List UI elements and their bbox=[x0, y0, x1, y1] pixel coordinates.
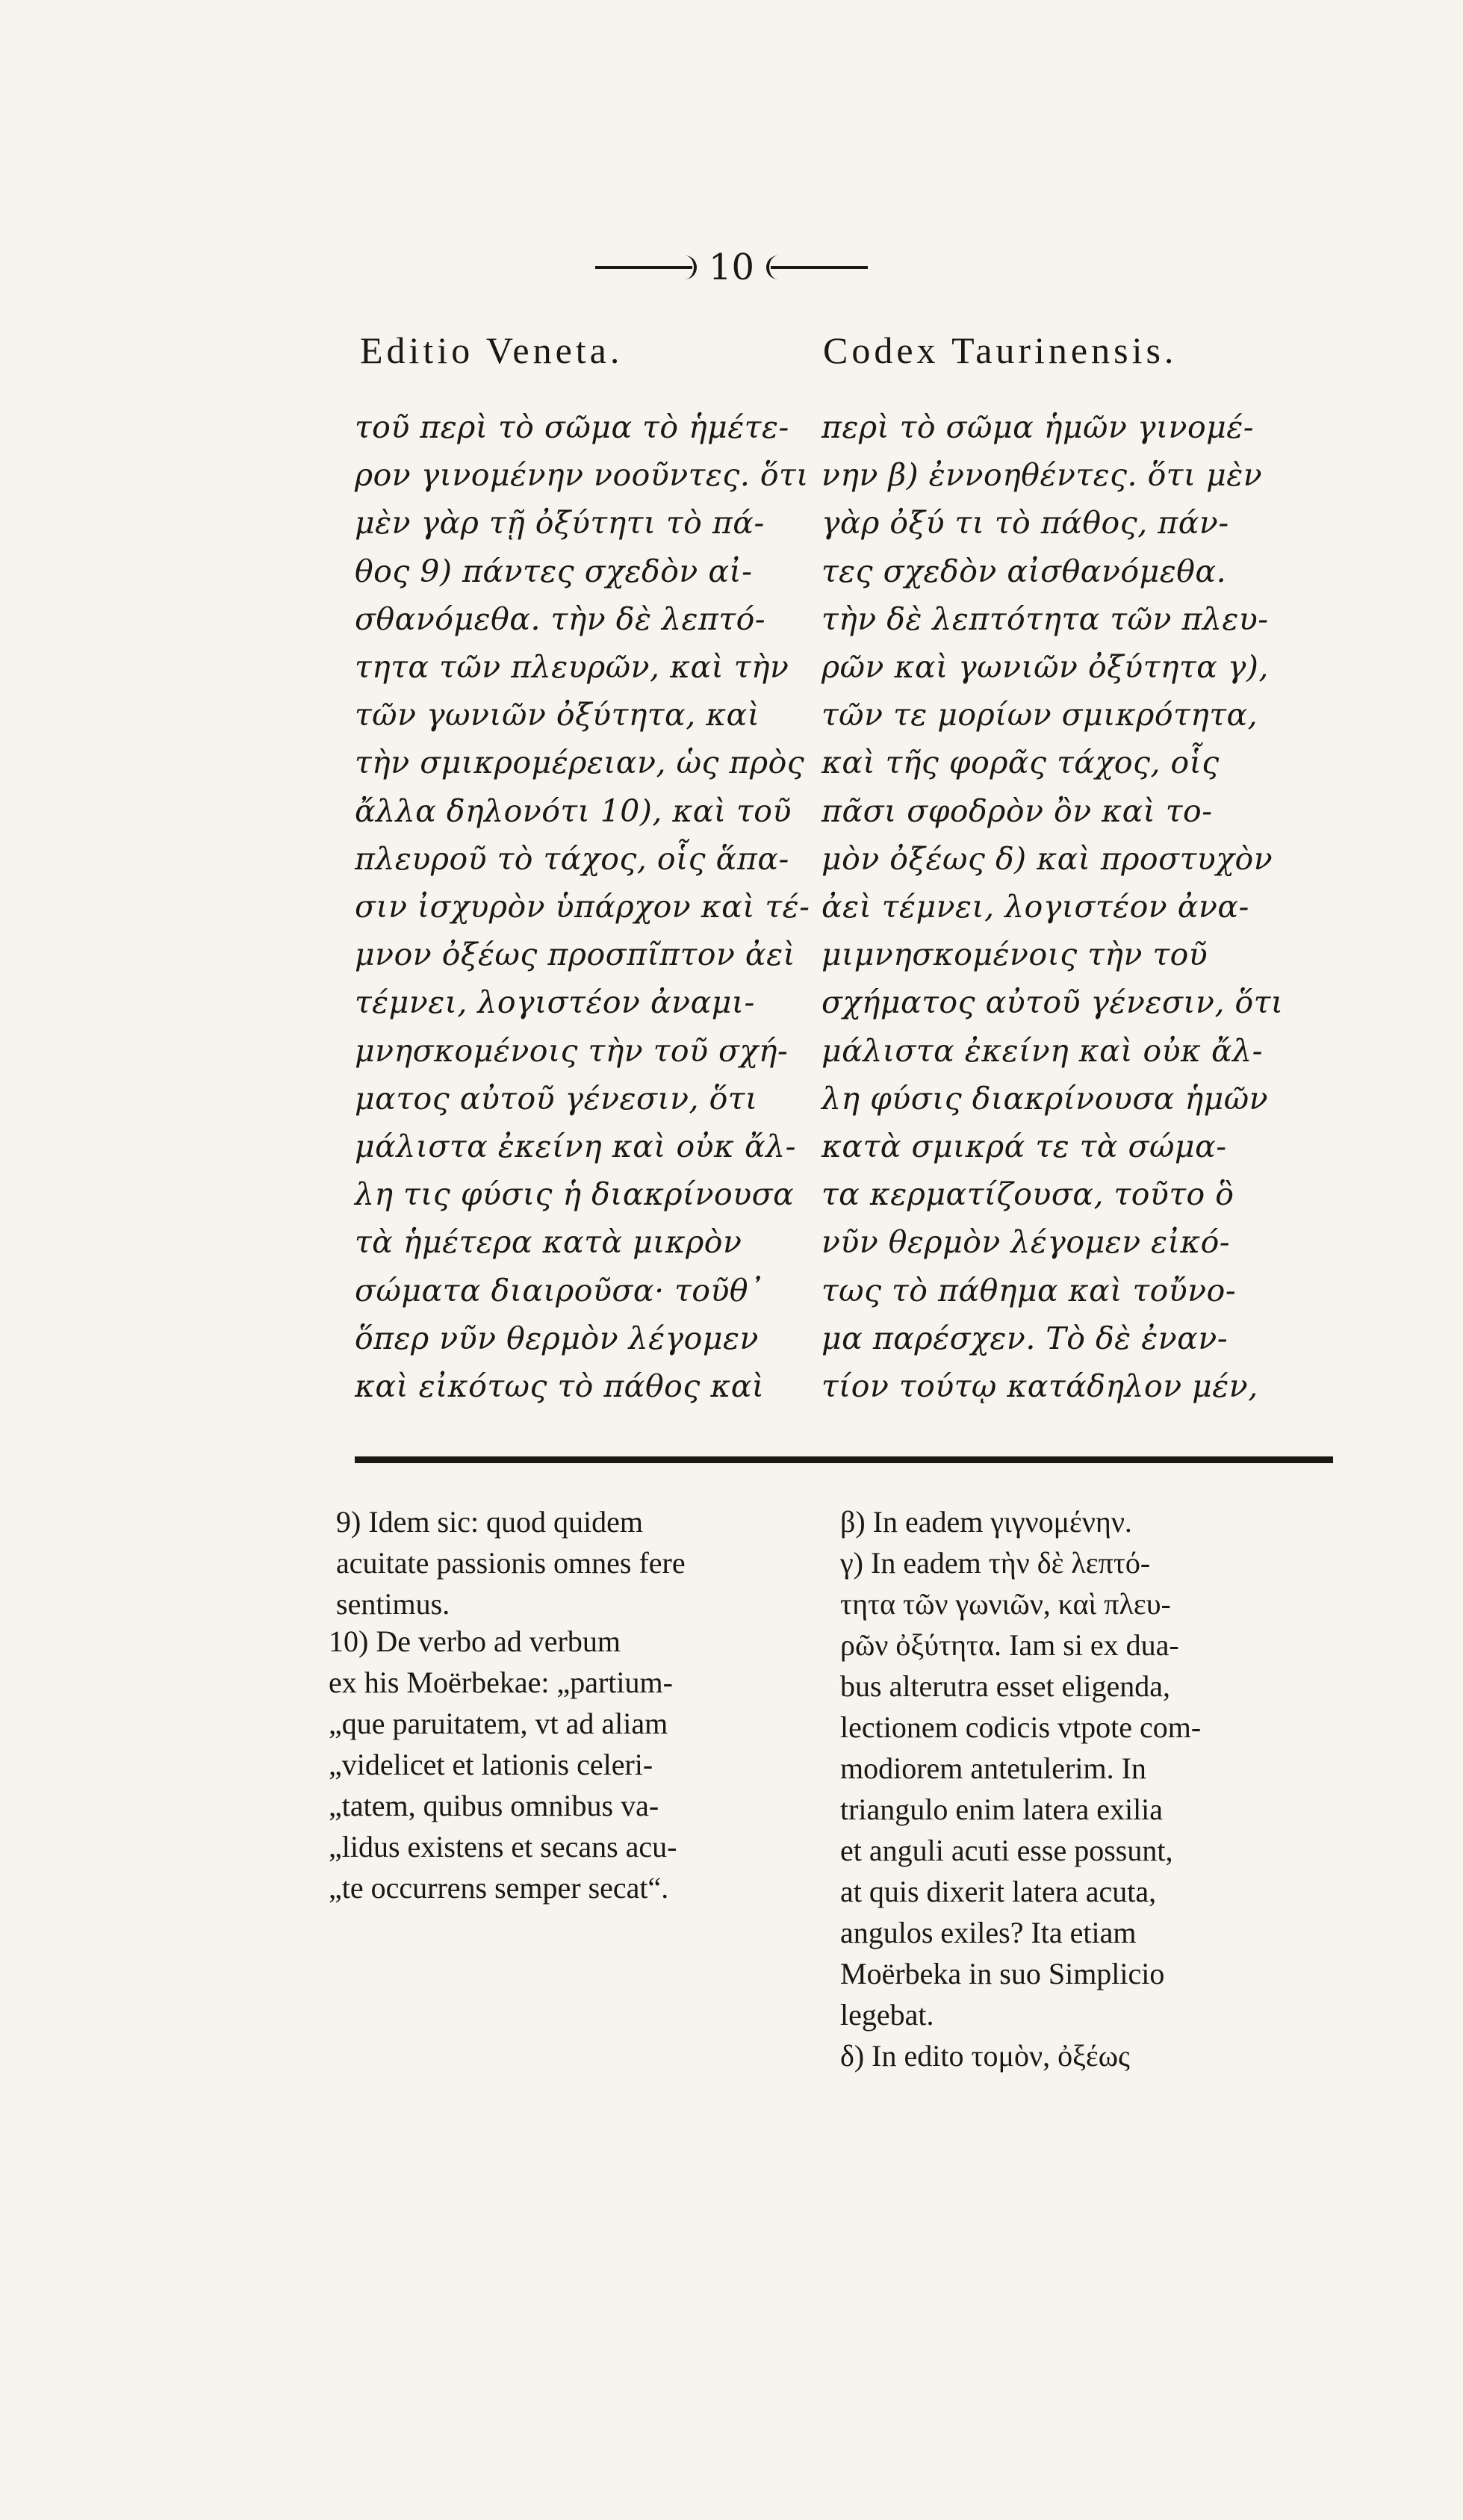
text-line: angulos exiles? Ita etiam bbox=[840, 1916, 1137, 1949]
greek-text-left bbox=[355, 403, 810, 1410]
header-editio-veneta: Editio Veneta. bbox=[360, 329, 624, 371]
text-line: ὅπερ νῦν θερμὸν λέγομεν bbox=[355, 1320, 759, 1356]
text-line: πᾶσι σφοδρὸν ὂν καὶ το- bbox=[821, 792, 1213, 829]
text-line: ἄλλα δηλονότι 10), καὶ τοῦ bbox=[355, 792, 792, 829]
ornament-left bbox=[595, 266, 692, 269]
text-line: τητα τῶν πλευρῶν, καὶ τὴν bbox=[355, 649, 789, 686]
ornament-right bbox=[771, 266, 868, 269]
text-line: τῶν γωνιῶν ὀξύτητα, καὶ bbox=[355, 697, 760, 733]
text-line: ἀεὶ τέμνει, λογιστέον ἀνα- bbox=[821, 889, 1249, 925]
text-line: legebat. bbox=[840, 1998, 934, 2032]
text-line: triangulo enim latera exilia bbox=[840, 1793, 1164, 1826]
text-line: 10) De verbo ad verbum bbox=[329, 1624, 621, 1658]
text-line: σιν ἰσχυρὸν ὑπάρχον καὶ τέ- bbox=[355, 889, 810, 925]
text-line: ρῶν καὶ γωνιῶν ὀξύτητα γ), bbox=[821, 649, 1269, 686]
page-number bbox=[0, 246, 1463, 288]
text-line: τέμνει, λογιστέον ἀναμι- bbox=[355, 984, 755, 1021]
text-line: τες σχεδὸν αἰσθανόμεθα. bbox=[821, 553, 1227, 589]
text-line: ρῶν ὀξύτητα. Iam si ex dua- bbox=[840, 1628, 1179, 1662]
text-line: et anguli acuti esse possunt, bbox=[840, 1834, 1173, 1867]
text-line: τίον τούτῳ κατάδηλον μέν, bbox=[821, 1368, 1258, 1405]
footnotes-codex bbox=[840, 1501, 1201, 2076]
text-line: 9) Idem sic: quod quidem bbox=[336, 1505, 644, 1539]
text-line: at quis dixerit latera acuta, bbox=[840, 1875, 1157, 1908]
text-line: μὸν ὀξέως δ) καὶ προστυχὸν bbox=[821, 840, 1273, 877]
text-line: μάλιστα ἐκείνη καὶ οὐκ ἄλ- bbox=[355, 1129, 797, 1165]
text-line: lectionem codicis vtpote com- bbox=[840, 1710, 1202, 1744]
text-line: γὰρ ὀξύ τι τὸ πάθος, πάν- bbox=[821, 505, 1229, 541]
text-line: δ) In edito τομὸν, ὀξέως bbox=[840, 2039, 1130, 2073]
text-line: μάλιστα ἐκείνη καὶ οὐκ ἄλ- bbox=[821, 1032, 1264, 1069]
text-line: τως τὸ πάθημα καὶ τοὔνο- bbox=[821, 1272, 1237, 1309]
text-line: καὶ τῆς φορᾶς τάχος, οἷς bbox=[821, 745, 1220, 781]
text-line: καὶ εἰκότως τὸ πάθος καὶ bbox=[355, 1368, 765, 1405]
text-line: σχήματος αὐτοῦ γένεσιν, ὅτι bbox=[821, 984, 1284, 1021]
text-line: τὴν σμικρομέρειαν, ὡς πρὸς bbox=[355, 745, 805, 781]
text-line: „tatem, quibus omnibus va- bbox=[329, 1789, 659, 1822]
footnote-10 bbox=[329, 1621, 677, 1908]
text-line: modiorem antetulerim. In bbox=[840, 1751, 1146, 1785]
text-line: „lidus existens et secans acu- bbox=[329, 1830, 677, 1863]
text-line: λη τις φύσις ἡ διακρίνουσα bbox=[355, 1176, 795, 1213]
footnote-divider bbox=[355, 1456, 1333, 1463]
text-line: bus alterutra esset eligenda, bbox=[840, 1669, 1171, 1703]
text-line: ex his Moërbekae: „partium- bbox=[329, 1666, 673, 1699]
page-number-text: 10 bbox=[708, 246, 755, 288]
text-line: περὶ τὸ σῶμα ἡμῶν γινομέ- bbox=[821, 409, 1255, 445]
text-line: νῦν θερμὸν λέγομεν εἰκό- bbox=[821, 1224, 1231, 1261]
text-line: μνησκομένοις τὴν τοῦ σχή- bbox=[355, 1032, 789, 1069]
text-line: σθανόμεθα. τὴν δὲ λεπτό- bbox=[355, 600, 766, 637]
text-line: τητα τῶν γωνιῶν, καὶ πλευ- bbox=[840, 1587, 1171, 1621]
text-line: τῶν τε μορίων σμικρότητα, bbox=[821, 697, 1258, 733]
text-line: πλευροῦ τὸ τάχος, οἷς ἅπα- bbox=[355, 840, 789, 877]
text-line: μα παρέσχεν. Τὸ δὲ ἐναν- bbox=[821, 1320, 1229, 1356]
text-line: τὴν δὲ λεπτότητα τῶν πλευ- bbox=[821, 600, 1269, 637]
text-line: σώματα διαιροῦσα· τοῦθ᾽ bbox=[355, 1272, 765, 1309]
text-line: μὲν γὰρ τῇ ὀξύτητι τὸ πά- bbox=[355, 505, 765, 541]
greek-text-right bbox=[821, 403, 1329, 1410]
text-line: νην β) ἐννοηθέντες. ὅτι μὲν bbox=[821, 457, 1263, 494]
text-line: ματος αὐτοῦ γένεσιν, ὅτι bbox=[355, 1080, 758, 1117]
text-line: acuitate passionis omnes fere bbox=[336, 1546, 686, 1580]
text-line: „videlicet et lationis celeri- bbox=[329, 1748, 653, 1781]
text-line: θος 9) πάντες σχεδὸν αἰ- bbox=[355, 553, 753, 589]
text-line: τα κερματίζουσα, τοῦτο ὃ bbox=[821, 1176, 1234, 1213]
footnote-9 bbox=[336, 1501, 686, 1624]
text-line: μνον ὀξέως προσπῖπτον ἀεὶ bbox=[355, 937, 796, 973]
text-line: τὰ ἡμέτερα κατὰ μικρὸν bbox=[355, 1224, 742, 1261]
text-line: γ) In eadem τὴν δὲ λεπτό- bbox=[840, 1546, 1151, 1580]
text-line: ρον γινομένην νοοῦντες. ὅτι bbox=[355, 457, 809, 494]
text-line: κατὰ σμικρά τε τὰ σώμα- bbox=[821, 1129, 1227, 1165]
text-line: β) In eadem γιγνομένην. bbox=[840, 1505, 1132, 1539]
text-line: μιμνησκομένοις τὴν τοῦ bbox=[821, 937, 1208, 973]
header-codex-taurinensis: Codex Taurinensis. bbox=[823, 329, 1178, 371]
text-line: „te occurrens semper secat“. bbox=[329, 1871, 669, 1905]
text-line: Moërbeka in suo Simplicio bbox=[840, 1957, 1165, 1990]
text-line: sentimus. bbox=[336, 1587, 450, 1621]
text-line: λη φύσις διακρίνουσα ἡμῶν bbox=[821, 1080, 1269, 1117]
text-line: τοῦ περὶ τὸ σῶμα τὸ ἡμέτε- bbox=[355, 409, 789, 445]
text-line: „que paruitatem, vt ad aliam bbox=[329, 1707, 668, 1740]
